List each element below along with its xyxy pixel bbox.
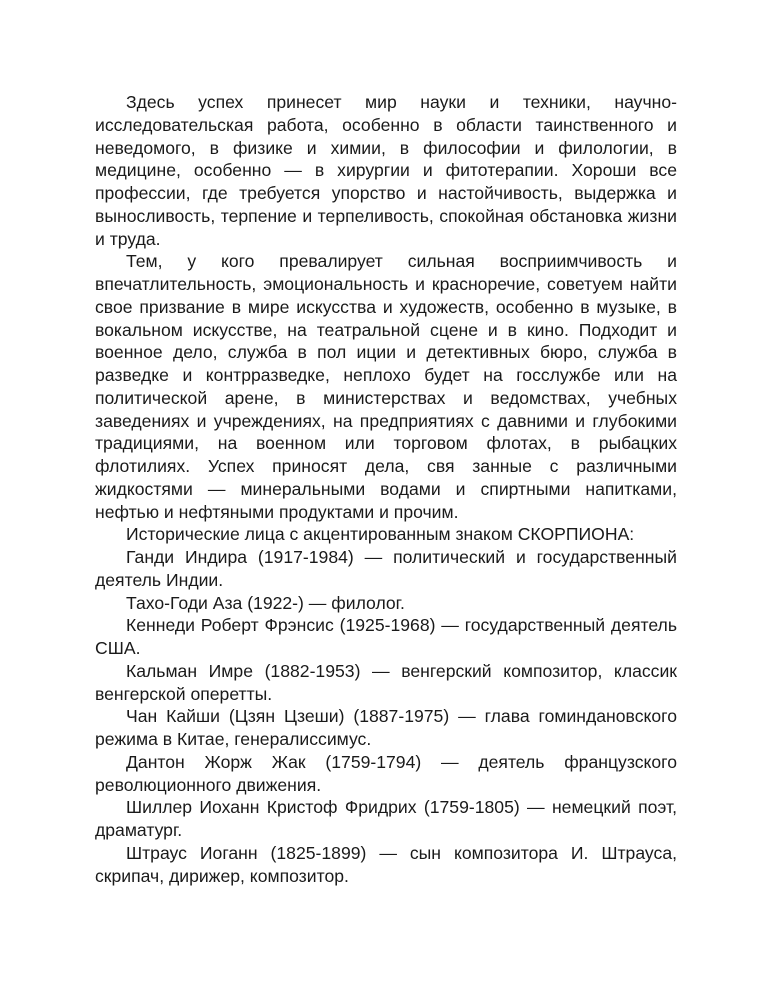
list-item-kennedy: Кеннеди Роберт Фрэнсис (1925-1968) — государственный деятель США. <box>95 615 677 658</box>
paragraph-professions-science: Здесь успех принесет мир науки и техники, научно-исследовательская работа, особенно в области таинственного и неведомого, в физике и химии, в философии и филологии, в медицине, особенно — в хирургии и фитотерапии. Хороши все профессии, где требуется упорство и настойчивость, выдержка и выносливость, терпение и терпеливость, спокойная обстановка жизни и труда. <box>95 92 677 249</box>
page-body-text <box>95 91 677 887</box>
list-item-kalman: Кальман Имре (1882-1953) — венгерский композитор, классик венгерской оперетты. <box>95 660 677 704</box>
list-item-strauss: Штраус Иоганн (1825-1899) — сын композитора И. Штрауса, скрипач, дирижер, композитор. <box>95 842 677 886</box>
list-item-gandhi: Ганди Индира (1917-1984) — политический и государственный деятель Индии. <box>95 547 677 590</box>
list-item-danton: Дантон Жорж Жак (1759-1794) — деятель французского революционного движения. <box>95 751 677 795</box>
list-item-takho-godi: Тахо-Годи Аза (1922-) — филолог. <box>126 592 405 613</box>
list-item-schiller: Шиллер Иоханн Кристоф Фридрих (1759-1805) — немецкий поэт, драматург. <box>95 797 677 840</box>
list-item-chiang-kai-shek: Чан Кайши (Цзян Цзеши) (1887-1975) — глава гоминдановского режима в Китае, генералиссимус. <box>95 706 677 749</box>
paragraph-professions-arts: Тем, у кого превалирует сильная восприимчивость и впечатлительность, эмоциональность и красноречие, советуем найти свое призвание в мире искусства и художеств, особенно в музыке, в вокальном искусстве, на театральной сцене и в кино. Подходит и военное дело, служба в пол иции и детективных бюро, служба в разведке и контрразведке, неплохо будет на госслужбе или на политической арене, в министерствах и ведомствах, учебных заведениях и учреждениях, на предприятиях с давними и глубокими традициями, на военном или торговом флотах, в рыбацких флотилиях. Успех приносят дела, свя занные с различными жидкостями — минеральными водами и спиртными напитками, нефтью и нефтяными продуктами и прочим. <box>95 251 677 522</box>
historical-figures-heading: Исторические лица с акцентированным знаком СКОРПИОНА: <box>126 524 635 545</box>
